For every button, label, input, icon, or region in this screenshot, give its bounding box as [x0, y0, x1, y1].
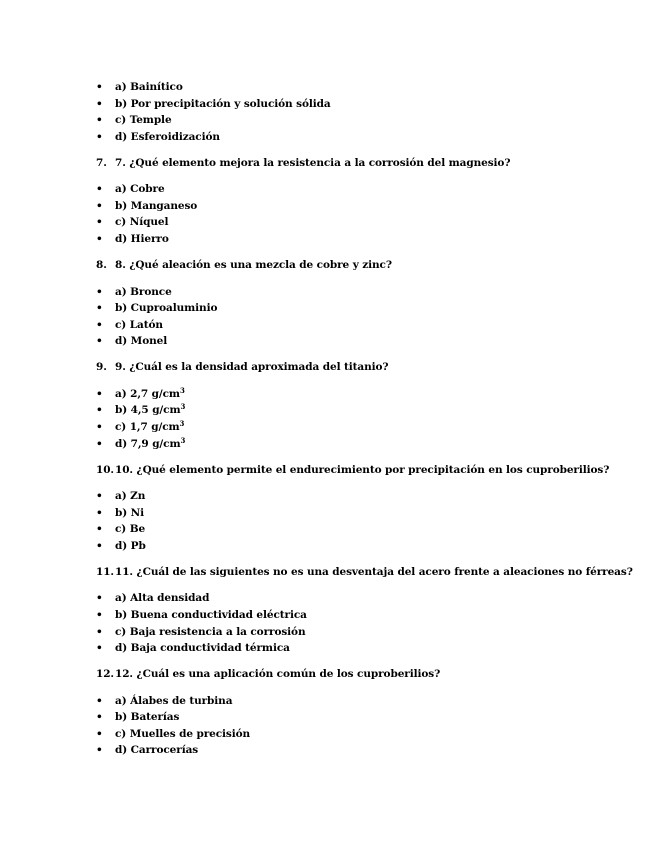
question-9 [96, 359, 636, 376]
list-item: • a) Alta densidad [96, 590, 636, 607]
question-10 [96, 462, 636, 479]
list-item: • d) Carrocerías [96, 742, 636, 759]
list-item: • b) Baterías [96, 709, 636, 726]
options-list-12 [96, 693, 636, 759]
bullet-icon: • [96, 539, 103, 552]
unit-superscript: 3 [179, 418, 185, 428]
question-number: 8. [96, 259, 107, 272]
bullet-icon: • [96, 420, 103, 433]
question-12 [96, 666, 636, 683]
question-number: 7. [96, 156, 107, 169]
list-item: • c) Níquel [96, 214, 636, 231]
question-text: 9. ¿Cuál es la densidad aproximada del titanio? [115, 361, 389, 374]
list-item: • d) Hierro [96, 231, 636, 248]
question-number: 12. [96, 668, 114, 681]
bullet-icon: • [96, 216, 103, 229]
question-number: 10. [96, 463, 114, 476]
bullet-icon: • [96, 625, 103, 638]
list-item: • c) Baja resistencia a la corrosión [96, 624, 636, 641]
question-11 [96, 564, 636, 581]
list-item: • a) 2,7 $g/cm^3$ [96, 386, 636, 403]
bullet-icon: • [96, 130, 103, 143]
unit-superscript: 3 [179, 385, 185, 395]
list-item: • c) 1,7 $g/cm^3$ [96, 419, 636, 436]
bullet-icon: • [96, 744, 103, 757]
options-list-8 [96, 284, 636, 350]
bullet-icon: • [96, 183, 103, 196]
bullet-icon: • [96, 302, 103, 315]
bullet-icon: • [96, 437, 103, 450]
bullet-icon: • [96, 387, 103, 400]
bullet-icon: • [96, 335, 103, 348]
list-item: • a) Bainítico [96, 79, 636, 96]
list-item: • c) Muelles de precisión [96, 726, 636, 743]
question-number: 11. [96, 565, 114, 578]
bullet-icon: • [96, 233, 103, 246]
list-item: • c) Latón [96, 317, 636, 334]
bullet-icon: • [96, 694, 103, 707]
bullet-icon: • [96, 81, 103, 93]
options-list-9 [96, 386, 636, 452]
list-item: • b) Manganeso [96, 198, 636, 215]
question-list [96, 79, 636, 759]
list-item: • b) 4,5 $g/cm^3$ [96, 402, 636, 419]
question-text: 7. ¿Qué elemento mejora la resistencia a la corrosión del magnesio? [115, 156, 511, 169]
list-item: • a) Bronce [96, 284, 636, 301]
list-item: • d) Pb [96, 538, 636, 555]
list-item: • d) Baja conductividad térmica [96, 640, 636, 657]
list-item: • b) Cuproaluminio [96, 300, 636, 317]
options-list-10 [96, 488, 636, 554]
bullet-icon: • [96, 523, 103, 536]
question-text: 12. ¿Cuál es una aplicación común de los cuproberilios? [115, 668, 441, 681]
list-item: • d) 7,9 $g/cm^3$ [96, 436, 636, 453]
question-text: 10. ¿Qué elemento permite el endurecimiento por precipitación en los cuproberilios? [115, 463, 610, 476]
bullet-icon: • [96, 608, 103, 621]
question-text: 11. ¿Cuál de las siguientes no es una desventaja del acero frente a aleaciones no férreas? [115, 565, 633, 578]
list-item: • d) Monel [96, 333, 636, 350]
list-item: • b) Ni [96, 505, 636, 522]
bullet-icon: • [96, 506, 103, 519]
bullet-icon: • [96, 97, 103, 110]
bullet-icon: • [96, 404, 103, 417]
list-item: • b) Buena conductividad eléctrica [96, 607, 636, 624]
bullet-icon: • [96, 114, 103, 127]
bullet-icon: • [96, 490, 103, 503]
list-item: • b) Por precipitación y solución sólida [96, 96, 636, 113]
question-text: 8. ¿Qué aleación es una mezcla de cobre y zinc? [115, 259, 392, 272]
options-list-7 [96, 181, 636, 247]
unit-superscript: 3 [180, 402, 186, 412]
bullet-icon: • [96, 727, 103, 740]
unit-superscript: 3 [180, 435, 186, 445]
list-item: • c) Be [96, 521, 636, 538]
question-8 [96, 257, 636, 274]
list-item: • a) Zn [96, 488, 636, 505]
question-number: 9. [96, 361, 107, 374]
list-item: • c) Temple [96, 112, 636, 129]
list-item: • a) Álabes de turbina [96, 693, 636, 710]
bullet-icon: • [96, 642, 103, 655]
list-item: • a) Cobre [96, 181, 636, 198]
options-list-11 [96, 590, 636, 656]
bullet-icon: • [96, 318, 103, 331]
bullet-icon: • [96, 199, 103, 212]
question-7 [96, 155, 636, 172]
bullet-icon: • [96, 711, 103, 724]
bullet-icon: • [96, 285, 103, 298]
options-list-6 [96, 79, 636, 145]
bullet-icon: • [96, 592, 103, 605]
list-item: • d) Esferoidización [96, 129, 636, 146]
